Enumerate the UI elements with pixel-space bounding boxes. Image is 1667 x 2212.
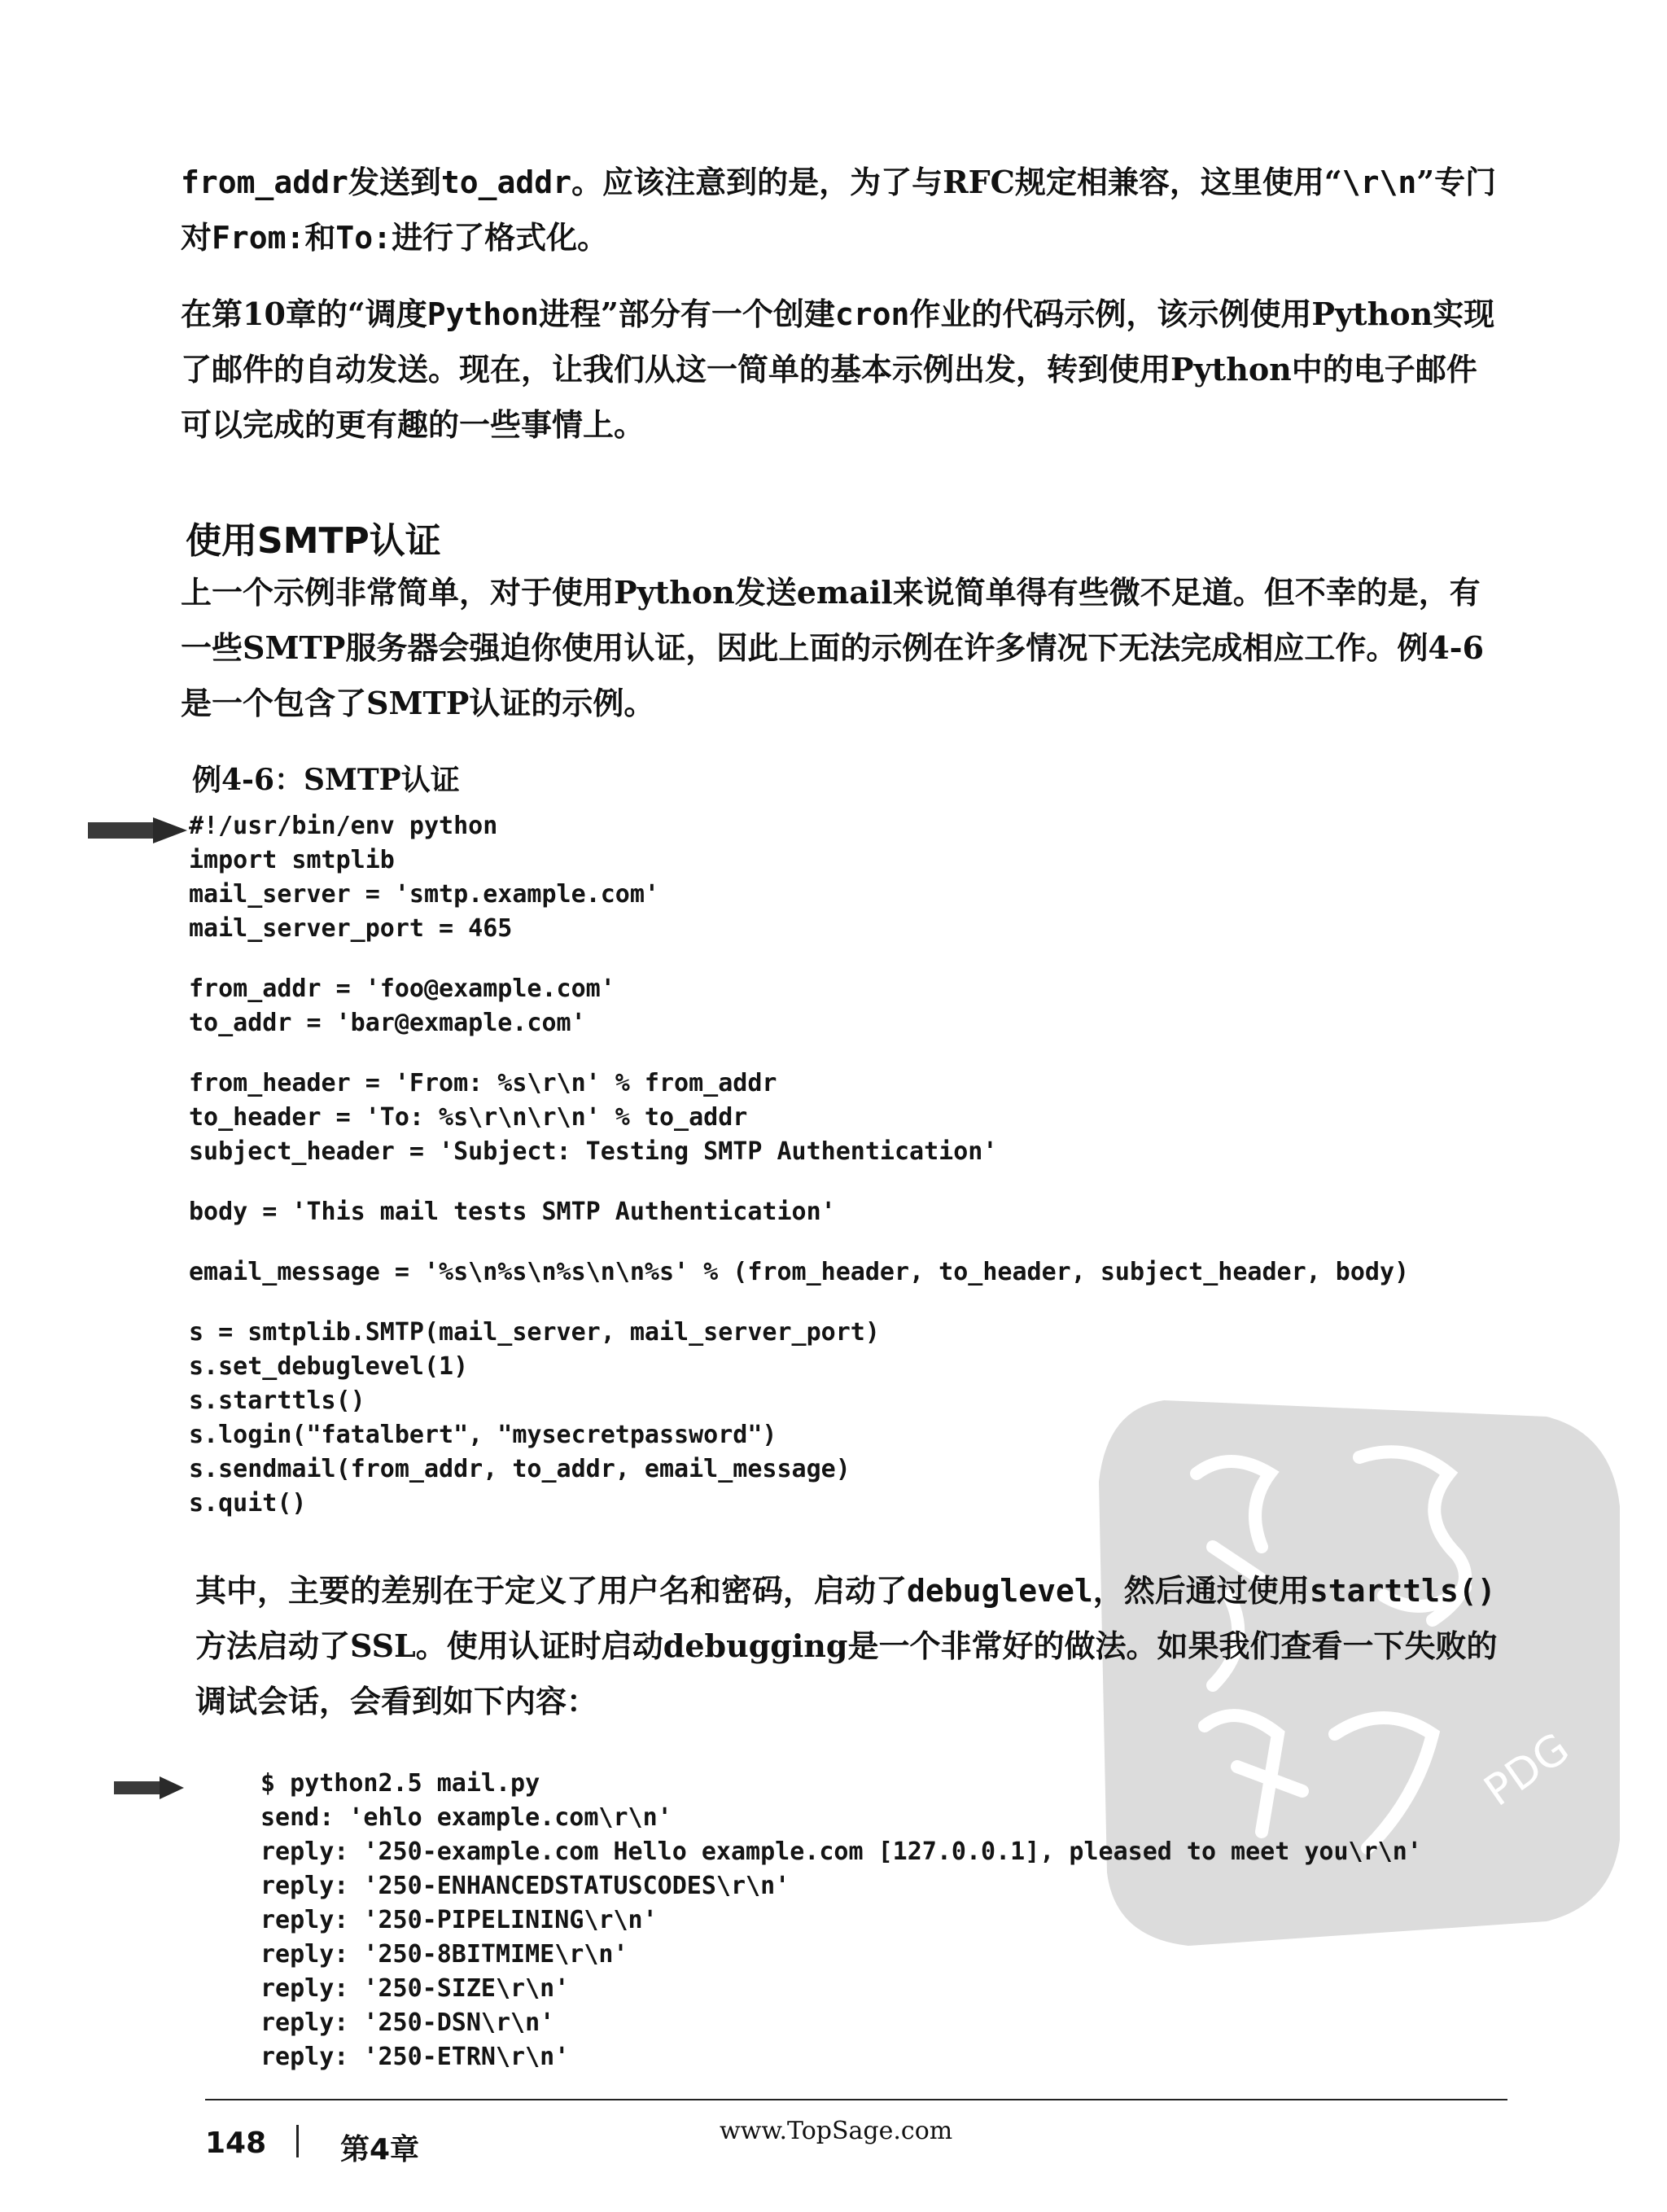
- paragraph-2: [181, 287, 1499, 453]
- output-line: reply: '250-SIZE\r\n': [260, 1974, 570, 2003]
- paragraph-4: [195, 1563, 1506, 1729]
- code-line: s.quit(): [189, 1489, 307, 1518]
- paragraph-text: 和: [304, 219, 336, 256]
- code-line: from_addr = 'foo@example.com': [189, 975, 615, 1003]
- code-line: from_header = 'From: %s\r\n' % from_addr: [189, 1069, 777, 1097]
- output-line: send: 'ehlo example.com\r\n': [260, 1803, 672, 1832]
- output-line: reply: '250-8BITMIME\r\n': [260, 1940, 628, 1969]
- code-line: mail_server = 'smtp.example.com': [189, 880, 659, 909]
- footer-url: www.TopSage.com: [720, 2117, 953, 2145]
- example-caption: 例4-6：SMTP认证: [192, 763, 460, 797]
- paragraph-text: 进程”部分有一个创建: [539, 296, 835, 332]
- session-output: [260, 1767, 1422, 2074]
- code-line: import smtplib: [189, 846, 395, 874]
- output-line: $ python2.5 mail.py: [260, 1769, 540, 1798]
- footer-separator: [296, 2125, 299, 2157]
- watermark-text: PDG: [1476, 1724, 1578, 1816]
- inline-code: From:: [212, 220, 305, 256]
- code-line: s.sendmail(from_addr, to_addr, email_message): [189, 1455, 851, 1483]
- paragraph-text: 发送到: [348, 164, 441, 200]
- output-line: reply: '250-ETRN\r\n': [260, 2043, 570, 2071]
- inline-code: starttls(): [1309, 1573, 1496, 1609]
- code-line: to_addr = 'bar@exmaple.com': [189, 1009, 586, 1037]
- code-line: mail_server_port = 465: [189, 914, 513, 943]
- paragraph-text: 其中，主要的差别在于定义了用户名和密码，启动了: [195, 1572, 908, 1609]
- paragraph-3: 上一个示例非常简单，对于使用Python发送email来说简单得有些微不足道。但不幸的是，有一些SMTP服务器会强迫你使用认证，因此上面的示例在许多情况下无法完成相应工作。例4-6是一个包含了SMTP认证的示例。: [181, 574, 1485, 721]
- page-number: 148: [205, 2127, 267, 2160]
- footer-rule: [205, 2099, 1507, 2100]
- inline-code: \r\n: [1341, 164, 1417, 200]
- paragraph-text: ，然后通过使用: [1092, 1572, 1310, 1609]
- code-line: s.set_debuglevel(1): [189, 1352, 469, 1381]
- code-line: email_message = '%s\n%s\n%s\n\n%s' % (from_header, to_header, subject_header, body): [189, 1258, 1410, 1286]
- inline-code: to_addr: [440, 164, 572, 200]
- code-line: subject_header = 'Subject: Testing SMTP Authentication': [189, 1137, 998, 1166]
- output-line: reply: '250-DSN\r\n': [260, 2008, 555, 2037]
- code-line: s = smtplib.SMTP(mail_server, mail_server_port): [189, 1318, 880, 1347]
- paragraph-text: 方法启动了SSL。使用认证时启动debugging是一个非常好的做法。如果我们查看一下失败的调试会话，会看到如下内容：: [195, 1627, 1498, 1719]
- paragraph-text: 。应该注意到的是，为了与RFC规定相兼容，这里使用“: [571, 164, 1342, 200]
- chapter-label: 第4章: [340, 2133, 420, 2166]
- output-line: reply: '250-ENHANCEDSTATUSCODES\r\n': [260, 1872, 790, 1900]
- paragraph-text: 作业的代码示例，该示例使用Python实现了邮件的自动发送。现在，让我们从这一简单的基本示例出发，转到使用Python中的电子邮件可以完成的更有趣的一些事情上。: [181, 296, 1495, 443]
- inline-code: from_addr: [181, 164, 348, 200]
- margin-arrow-icon: [88, 816, 189, 845]
- paragraph-text: ”专门对: [181, 164, 1497, 256]
- code-line: to_header = 'To: %s\r\n\r\n' % to_addr: [189, 1103, 748, 1132]
- output-line: reply: '250-example.com Hello example.com [127.0.0.1], pleased to meet you\r\n': [260, 1837, 1422, 1866]
- output-line: reply: '250-PIPELINING\r\n': [260, 1906, 658, 1934]
- inline-code: debuglevel: [907, 1573, 1093, 1609]
- inline-code: cron: [834, 296, 910, 332]
- paragraph-text: 在第10章的“调度: [181, 296, 427, 332]
- code-line: #!/usr/bin/env python: [189, 812, 498, 840]
- paragraph-1: [181, 155, 1499, 265]
- section-heading: 使用SMTP认证: [186, 520, 441, 562]
- code-line: body = 'This mail tests SMTP Authentication': [189, 1198, 836, 1226]
- inline-code: Python: [427, 296, 540, 332]
- code-line: s.starttls(): [189, 1386, 365, 1415]
- margin-arrow-icon: [114, 1775, 186, 1801]
- paragraph-text: 进行了格式化。: [392, 219, 609, 256]
- code-line: s.login("fatalbert", "mysecretpassword"): [189, 1421, 777, 1449]
- inline-code: To:: [335, 220, 392, 256]
